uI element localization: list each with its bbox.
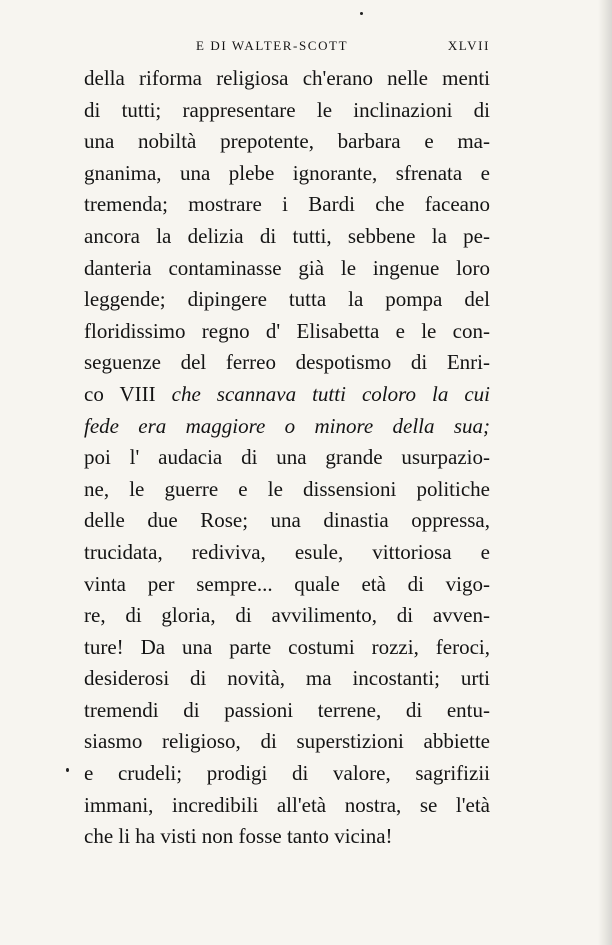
text-line: trucidata, rediviva, esule, vittoriosa e: [84, 539, 490, 564]
ink-speck: [360, 12, 363, 15]
text-line: ture! Da una parte costumi rozzi, feroci,: [84, 634, 490, 659]
text-line: [84, 379, 490, 411]
text-line: danteria contaminasse già le ingenue loro: [84, 255, 490, 280]
text-line: che li ha visti non fosse tanto vicina!: [84, 824, 393, 849]
running-head: [84, 38, 490, 58]
text-italic-part: che scannava tutti coloro la cui: [155, 381, 490, 406]
text-line: e crudeli; prodigi di valore, sagrifizii: [84, 761, 490, 786]
text-line: desiderosi di novità, ma incostanti; urti: [84, 666, 490, 691]
text-line: seguenze del ferreo despotismo di Enri-: [84, 350, 490, 375]
text-line: tremenda; mostrare i Bardi che faceano: [84, 192, 490, 217]
text-line: una nobiltà prepotente, barbara e ma-: [84, 129, 490, 154]
text-line: della riforma religiosa ch'erano nelle menti: [84, 66, 490, 90]
text-line: poi l' audacia di una grande usurpazio-: [84, 445, 490, 470]
text-line: ancora la delizia di tutti, sebbene la pe-: [84, 223, 490, 248]
body-text: [84, 63, 490, 853]
text-line: vinta per sempre... quale età di vigo-: [84, 571, 490, 596]
running-title: E DI WALTER-SCOTT: [196, 38, 349, 53]
text-line: floridissimo regno d' Elisabetta e le con-: [84, 318, 490, 343]
text-line: tremendi di passioni terrene, di entu-: [84, 697, 490, 722]
text-line: re, di gloria, di avvilimento, di avven-: [84, 603, 490, 628]
text-line: gnanima, una plebe ignorante, sfrenata e: [84, 160, 490, 185]
text-line: delle due Rose; una dinastia oppressa,: [84, 508, 490, 533]
page-edge-shadow: [598, 0, 612, 945]
page-number: XLVII: [447, 38, 490, 53]
ink-speck: [66, 768, 69, 772]
text-line: immani, incredibili all'età nostra, se l'età: [84, 792, 490, 817]
text-line: leggende; dipingere tutta la pompa del: [84, 287, 490, 312]
text-line-italic: fede era maggiore o minore della sua;: [84, 413, 490, 438]
text-line: di tutti; rappresentare le inclinazioni di: [84, 97, 490, 122]
text-line: siasmo religioso, di superstizioni abbiette: [84, 729, 490, 754]
text-line: ne, le guerre e le dissensioni politiche: [84, 476, 490, 501]
text-roman-part: co VIII: [84, 381, 156, 406]
